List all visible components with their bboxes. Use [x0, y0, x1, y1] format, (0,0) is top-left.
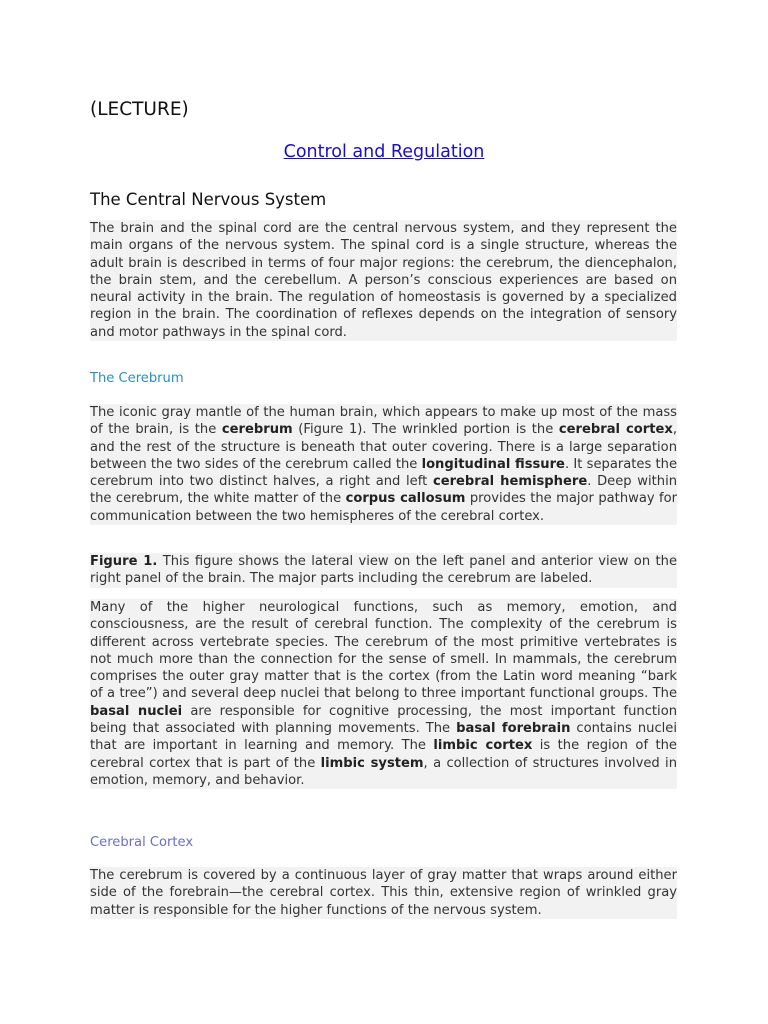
term-limbic-cortex: limbic cortex	[433, 738, 533, 754]
cns-intro-paragraph: The brain and the spinal cord are the central nervous system, and they represent the main organs of the nervous system. The spinal cord is a single structure, whereas the adult brain is described in terms of four major regions: the cerebrum, the diencephalon, the brain stem, and the cerebellum. A person’s conscious experiences are based on neural activity in the brain. The regulation of homeostasis is governed by a specialized region in the brain. The coordination of reflexes depends on the integration of sensory and motor pathways in the spinal cord.	[90, 221, 677, 340]
text-run: are responsible for cognitive processing, the most important function being that associated with planning movements. The	[90, 703, 677, 737]
text-run: . It separates the cerebrum into two distinct halves, a right and left	[90, 456, 678, 490]
term-basal-nuclei: basal nuclei	[90, 703, 183, 719]
subheading-cerebrum: The Cerebrum	[90, 371, 184, 386]
text-run: , and the rest of the structure is beneath that outer covering. There is a large separation between the two sides of the cerebrum called the	[90, 422, 677, 472]
text-run: The iconic gray mantle of the human brain, which appears to make up most of the mass of the brain, is the	[90, 405, 677, 438]
subheading-cerebral-cortex: Cerebral Cortex	[90, 835, 194, 850]
text-run: . Deep within the cerebrum, the white matter of the	[90, 474, 677, 507]
text-run: (Figure 1). The wrinkled portion is the	[292, 422, 559, 438]
term-cerebrum: cerebrum	[221, 422, 293, 438]
lecture-tag: (LECTURE)	[90, 99, 189, 120]
term-corpus-callosum: corpus callosum	[345, 491, 466, 507]
term-limbic-system: limbic system	[320, 755, 424, 771]
document-title	[0, 127, 768, 165]
term-basal-forebrain: basal forebrain	[456, 721, 571, 737]
cerebrum-paragraph	[90, 404, 677, 525]
cerebral-cortex-paragraph: The cerebrum is covered by a continuous layer of gray matter that wraps around either side of the forebrain—the cerebral cortex. This thin, extensive region of wrinkled gray matter is responsible for the higher functions of the nervous system.	[90, 868, 677, 918]
text-run: is the region of the cerebral cortex that is part of the	[90, 738, 677, 771]
section-heading-cns: The Central Nervous System	[90, 190, 327, 209]
figure-caption-text: This figure shows the lateral view on the left panel and anterior view on the right panel of the brain. The major parts including the cerebrum are labeled.	[90, 554, 677, 587]
term-cerebral-hemisphere: cerebral hemisphere	[432, 474, 588, 490]
text-run: contains nuclei that are important in learning and memory. The	[90, 721, 677, 754]
text-run: provides the major pathway for communication between the two hemispheres of the cerebral cortex.	[90, 491, 678, 524]
figure-caption	[90, 553, 677, 588]
term-cerebral-cortex: cerebral cortex	[558, 422, 673, 438]
document-title-link[interactable]: Control and Regulation	[283, 142, 485, 162]
figure-label: Figure 1.	[90, 554, 158, 569]
higher-functions-paragraph	[90, 599, 677, 789]
text-run: , a collection of structures involved in emotion, memory, and behavior.	[90, 755, 677, 788]
text-run: Many of the higher neurological functions, such as memory, emotion, and consciousness, are the result of cerebral function. The complexity of the cerebrum is different across vertebrate species. The cerebrum of the most primitive vertebrates is not much more than the connection for the sense of smell. In mammals, the cerebrum comprises the outer gray matter that is the cortex (from the Latin word meaning “bark of a tree”) and several deep nuclei that belong to three important functional groups. The	[90, 600, 677, 702]
term-longitudinal-fissure: longitudinal fissure	[421, 456, 565, 472]
